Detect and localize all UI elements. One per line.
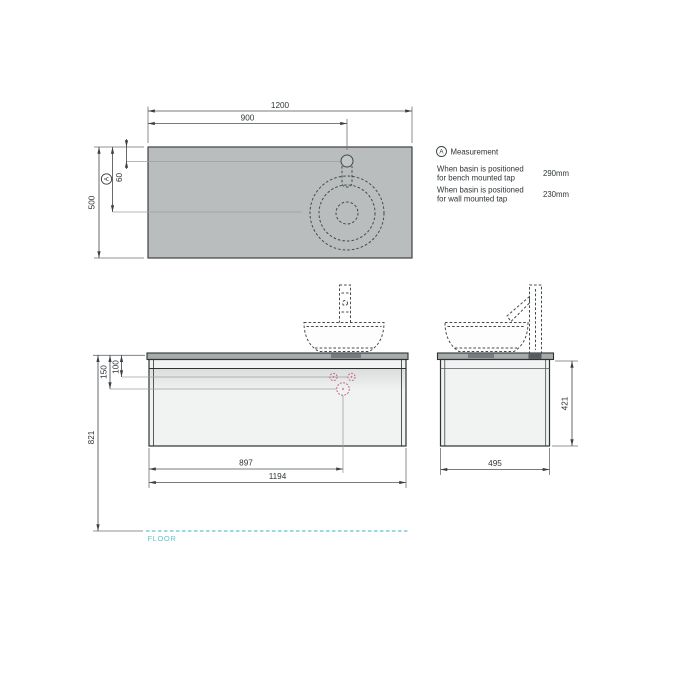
note-row2-value: 230mm	[543, 190, 569, 199]
tap-hole	[341, 155, 353, 167]
dim-text-1200: 1200	[270, 101, 290, 110]
note-row2-line1: When basin is positioned	[437, 185, 524, 195]
tap-outline-front	[340, 285, 351, 323]
dim-text-100: 100	[111, 360, 121, 374]
tap-spout-side	[507, 297, 530, 322]
water-supply-dot-right	[351, 376, 353, 378]
note-heading: Measurement	[450, 147, 499, 157]
measurement-a-symbol: A	[103, 176, 111, 182]
basin-base-shadow	[331, 354, 361, 358]
note-row1-value: 290mm	[543, 169, 569, 178]
dim-text-897: 897	[239, 458, 253, 468]
tap-base-mount	[529, 354, 542, 359]
water-supply-dot-left	[333, 376, 335, 378]
note-row1-line2: for bench mounted tap	[437, 173, 516, 183]
front-view	[87, 285, 408, 531]
dim-text-900: 900	[240, 113, 255, 123]
dim-text-500: 500	[87, 195, 97, 210]
dim-text-821: 821	[87, 430, 96, 445]
countertop-plan	[148, 147, 412, 258]
dim-text-60: 60	[115, 172, 124, 183]
waste-outlet-dot	[342, 388, 344, 390]
note-a-symbol: A	[439, 148, 444, 156]
top-view	[88, 101, 413, 258]
drawer-shading	[150, 369, 405, 391]
dim-text-421: 421	[560, 396, 570, 411]
benchtop-front	[147, 353, 408, 360]
note-row2-line2: for wall mounted tap	[437, 194, 508, 204]
dim-text-495: 495	[488, 459, 502, 468]
tap-detail-circle	[343, 301, 348, 306]
floor-label: FLOOR	[147, 534, 177, 543]
dim-text-150: 150	[99, 365, 109, 379]
basin-base-shadow-side	[468, 354, 494, 358]
measurement-notes	[437, 147, 570, 204]
note-row1-line1: When basin is positioned	[437, 164, 524, 174]
dim-text-1194: 1194	[268, 472, 287, 481]
side-view	[438, 285, 579, 475]
cabinet-side	[441, 360, 550, 447]
floor-line	[146, 531, 408, 543]
